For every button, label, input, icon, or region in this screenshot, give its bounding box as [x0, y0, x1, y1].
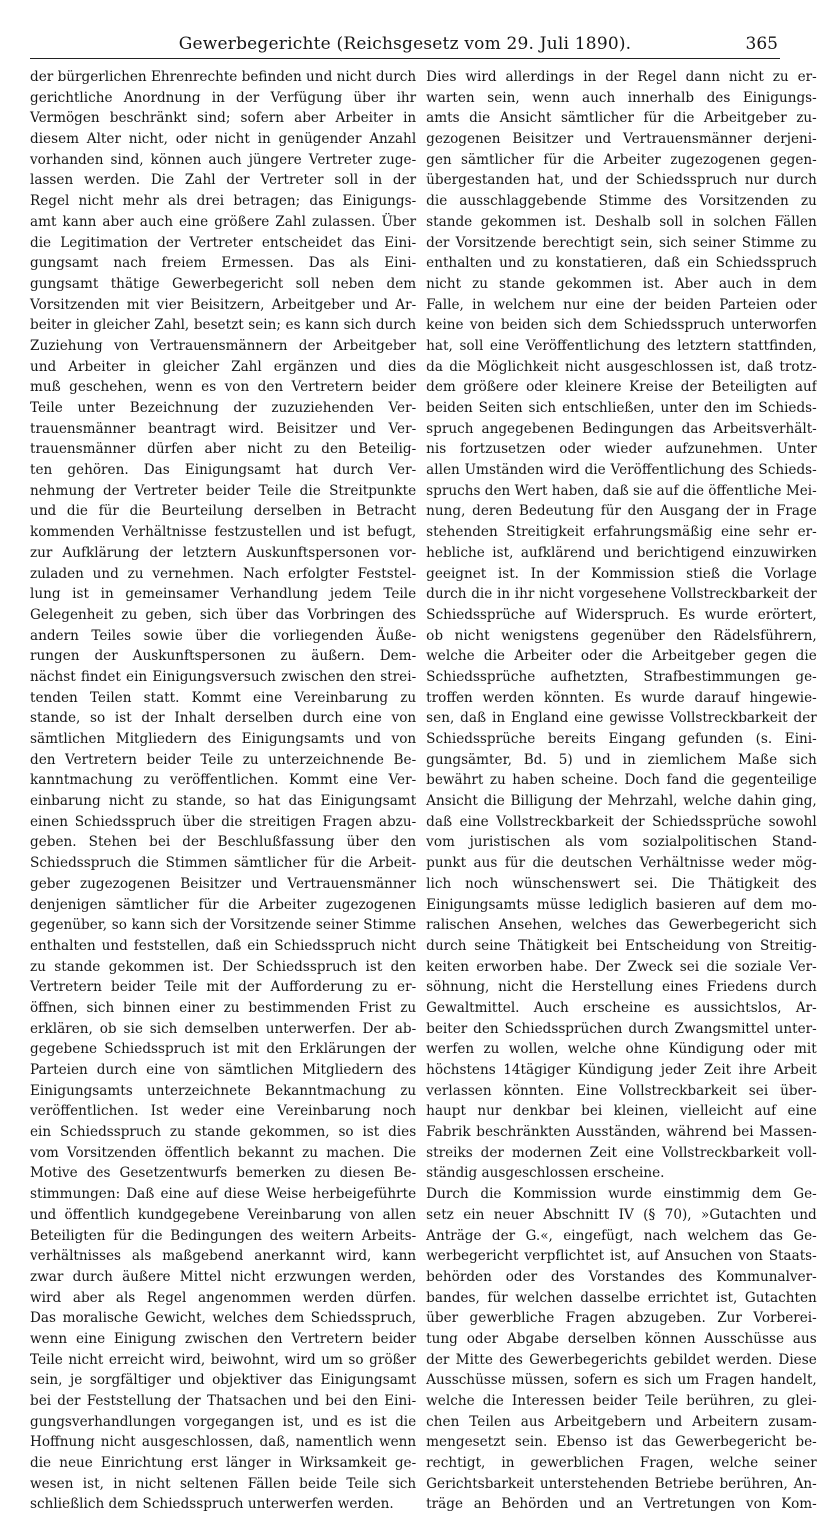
text-line: Das moralische Gewicht, welches dem Schiedsspruch,	[30, 1310, 417, 1327]
running-title: Gewerbegerichte (Reichsgesetz vom 29. Juli 1890).	[178, 34, 632, 54]
text-line: kanntmachung zu veröffentlichen. Kommt eine Ver-	[30, 772, 417, 789]
text-line: werfen zu wollen, welche ohne Kündigung oder mit	[426, 1041, 817, 1058]
text-line: Schiedssprüche auf Widerspruch. Es wurde erörtert,	[426, 606, 817, 623]
text-line: und öffentlich kundgegebene Vereinbarung von allen	[30, 1206, 417, 1223]
text-line: geber zugezogenen Beisitzer und Vertrauensmänner	[30, 875, 417, 892]
text-line: spruchs den Wert haben, daß sie auf die öffentliche Mei-	[426, 482, 817, 499]
text-line: bandes, für welchen dasselbe errichtet ist, Gutachten	[426, 1289, 817, 1306]
text-line: durch die in ihr nicht vorgesehene Vollstreckbarkeit der	[426, 586, 817, 603]
text-line: geeignet ist. In der Kommission stieß die Vorlage	[426, 565, 817, 582]
text-line: chen Teilen aus Arbeitgebern und Arbeitern zusam-	[426, 1413, 817, 1430]
text-line: die Legitimation der Vertreter entscheidet das Eini-	[30, 234, 417, 251]
text-line: beiden Seiten sich entschließen, unter den im Schieds-	[426, 400, 817, 416]
text-line: rungen der Auskunftspersonen zu äußern. Dem-	[30, 648, 417, 665]
text-line: ten gehören. Das Einigungsamt hat durch Ver-	[30, 462, 417, 479]
text-line: stande, so ist der Inhalt derselben durch eine von	[30, 710, 417, 727]
text-line: denjenigen sämtlicher für die Arbeiter zugezogenen	[30, 896, 417, 913]
text-line: Vorsitzenden mit vier Beisitzern, Arbeitgeber und Ar-	[30, 296, 417, 313]
text-line: der Mitte des Gewerbegerichts gebildet werden. Diese	[426, 1351, 817, 1368]
text-line: Zuziehung von Vertrauensmännern der Arbeitgeber	[30, 337, 417, 354]
text-line: rechtigt, in gewerblichen Fragen, welche seiner	[426, 1455, 817, 1472]
text-line: über gewerbliche Fragen abzugeben. Zur Vorberei-	[426, 1310, 817, 1327]
text-line: gungsämter, Bd. 5) und in ziemlichem Maße sich	[426, 751, 817, 768]
page-header	[30, 30, 780, 59]
left-column	[30, 67, 417, 1513]
text-line: streiks der modernen Zeit eine Vollstreckbarkeit voll-	[426, 1144, 817, 1161]
text-line: wenn eine Einigung zwischen den Vertretern beider	[30, 1330, 417, 1347]
text-line: ein Schiedsspruch zu stande gekommen, so ist dies	[30, 1124, 417, 1141]
text-line: zur Aufklärung der letztern Auskunftspersonen vor-	[30, 544, 417, 561]
text-line: dem größere oder kleinere Kreise der Beteiligten auf	[426, 379, 817, 396]
text-line: trauensmänner dürfen aber nicht zu den Beteilig-	[30, 441, 417, 458]
text-line: gungsamt thätige Gewerbegericht soll neben dem	[30, 275, 417, 292]
text-line: nächst findet ein Einigungsversuch zwischen den strei-	[30, 668, 417, 685]
text-line: bewährt zu haben scheine. Doch fand die gegenteilige	[426, 772, 817, 789]
text-line: sämtlichen Mitgliedern des Einigungsamts und von	[30, 731, 417, 747]
text-line: und die für die Beurteilung derselben in Betracht	[30, 503, 417, 520]
text-line: allen Umständen wird die Veröffentlichung des Schieds-	[426, 462, 817, 479]
text-line: warten sein, wenn auch innerhalb des Einigungs-	[426, 89, 817, 106]
text-line: Schiedssprüche aufhetzten, Strafbestimmungen ge-	[426, 668, 817, 685]
text-line: setz ein neuer Abschnitt IV (§ 70), »Gutachten und	[426, 1206, 817, 1223]
text-line: da die Möglichkeit nicht ausgeschlossen ist, daß trotz-	[426, 358, 817, 375]
text-line: tenden Teilen statt. Kommt eine Vereinbarung zu	[30, 689, 417, 706]
text-line: vom Vorsitzenden öffentlich bekannt zu machen. Die	[30, 1144, 417, 1161]
text-line: stehenden Streitigkeit erfahrungsmäßig eine sehr er-	[426, 524, 817, 541]
text-line: einen Schiedsspruch über die streitigen Fragen abzu-	[30, 813, 417, 830]
page-number: 365	[745, 34, 778, 54]
text-line: Motive des Gesetzentwurfs bemerken zu diesen Be-	[30, 1165, 417, 1182]
text-line: die ausschlaggebende Stimme des Vorsitzenden zu	[426, 193, 817, 210]
text-line: Vermögen beschränkt sind; sofern aber Arbeiter in	[30, 110, 417, 127]
text-line: Ansicht die Billigung der Mehrzahl, welche dahin ging,	[426, 793, 817, 810]
text-line: welche die Arbeiter oder die Arbeitgeber gegen die	[426, 648, 817, 665]
text-line: Durch die Kommission wurde einstimmig dem Ge-	[426, 1186, 817, 1203]
text-line: ständig ausgeschlossen erscheine.	[426, 1165, 665, 1182]
text-line: Beteiligten für die Bedingungen des weitern Arbeits-	[30, 1227, 417, 1244]
text-line: Gelegenheit zu geben, sich über das Vorbringen des	[30, 606, 417, 623]
text-line: amts die Ansicht sämtlicher für die Arbeitgeber zu-	[426, 110, 817, 127]
text-line: ralischen Ansehen, welches das Gewerbegericht sich	[426, 917, 817, 934]
text-line: keine von beiden sich dem Schiedsspruch unterworfen	[426, 317, 817, 334]
text-line: tung oder Abgabe derselben können Ausschüsse aus	[426, 1330, 817, 1347]
text-line: durch seine Thätigkeit bei Entscheidung von Streitig-	[426, 937, 817, 954]
text-line: und Arbeiter in gleicher Zahl ergänzen und dies	[30, 358, 417, 375]
text-line: nicht zu stande gekommen ist. Aber auch in dem	[426, 275, 817, 292]
text-line: öffnen, sich binnen einer zu bestimmenden Frist zu	[30, 999, 417, 1016]
text-line: Teile unter Bezeichnung der zuzuziehenden Ver-	[30, 400, 417, 416]
text-line: verlassen könnten. Eine Vollstreckbarkeit sei über-	[426, 1082, 817, 1099]
text-line: ob nicht wenigstens gegenüber den Rädelsführern,	[426, 627, 817, 644]
text-line: geben. Stehen bei der Beschlußfassung über den	[30, 834, 417, 851]
text-line: Regel nicht mehr als drei betragen; das Einigungs-	[30, 193, 417, 210]
text-line: Schiedsspruch die Stimmen sämtlicher für die Arbeit-	[30, 855, 417, 872]
text-line: einbarung nicht zu stande, so hat das Einigungsamt	[30, 793, 417, 810]
text-line: beiter in gleicher Zahl, besetzt sein; es kann sich durch	[30, 317, 417, 334]
text-line: den Vertretern beider Teile zu unterzeichnende Be-	[30, 751, 417, 768]
text-line: sein, je sorgfältiger und objektiver das Einigungsamt	[30, 1372, 417, 1389]
text-line: veröffentlichen. Ist weder eine Vereinbarung noch	[30, 1103, 417, 1120]
text-line: Anträge der G.«, eingefügt, nach welchem das Ge-	[426, 1227, 817, 1244]
text-line: Einigungsamts unterzeichnete Bekanntmachung zu	[30, 1082, 417, 1099]
text-line: Dies wird allerdings in der Regel dann nicht zu er-	[426, 69, 817, 85]
text-line: Teile nicht erreicht wird, beiwohnt, wird um so größer	[30, 1351, 417, 1368]
text-line: Vertretern beider Teile mit der Aufforderung zu er-	[30, 979, 417, 996]
text-line: mengesetzt sein. Ebenso ist das Gewerbegericht be-	[426, 1434, 817, 1451]
text-line: übergestanden hat, und der Schiedsspruch nur durch	[426, 172, 817, 189]
text-line: wesen ist, in nicht seltenen Fällen beide Teile sich	[30, 1475, 417, 1492]
text-line: bei der Feststellung der Thatsachen und bei den Eini-	[30, 1393, 417, 1409]
text-line: schließlich dem Schiedsspruch unterwerfen werden.	[30, 1496, 394, 1513]
text-line: vorhanden sind, können auch jüngere Vertreter zuge-	[30, 151, 417, 168]
text-line: gungsamt nach freiem Ermessen. Das als Eini-	[30, 255, 417, 272]
text-line: Parteien durch eine von sämtlichen Mitgliedern des	[30, 1062, 417, 1078]
text-line: lung ist in gemeinsamer Verhandlung jedem Teile	[30, 586, 417, 603]
text-line: verhältnisses als maßgebend anerkannt wird, kann	[30, 1248, 417, 1265]
text-line: hebliche ist, aufklärend und berichtigend einzuwirken	[426, 544, 817, 561]
text-line: kommenden Verhältnisse festzustellen und ist befugt,	[30, 524, 417, 541]
text-line: Schiedssprüche bereits Eingang gefunden (s. Eini-	[426, 731, 817, 747]
text-line: hat, soll eine Veröffentlichung des letztern stattfinden,	[426, 337, 817, 354]
text-line: troffen werden könnten. Es wurde darauf hingewie-	[426, 689, 817, 706]
text-line: keiten erworben habe. Der Zweck sei die soziale Ver-	[426, 958, 817, 975]
text-line: gegenüber, so kann sich der Vorsitzende seiner Stimme	[30, 917, 417, 934]
text-line: Hoffnung nicht ausgeschlossen, daß, namentlich wenn	[30, 1434, 417, 1451]
text-line: wird aber als Regel angenommen werden dürfen.	[30, 1289, 417, 1306]
text-line: welche die Interessen beider Teile berühren, zu glei-	[426, 1393, 817, 1409]
text-line: punkt aus für die deutschen Verhältnisse weder mög-	[426, 855, 817, 872]
text-line: lassen werden. Die Zahl der Vertreter soll in der	[30, 172, 417, 189]
text-line: haupt nur denkbar bei kleinen, vielleicht auf eine	[426, 1103, 817, 1120]
text-line: amt kann aber auch eine größere Zahl zulassen. Über	[30, 213, 417, 230]
text-line: gerichtliche Anordnung in der Verfügung über ihr	[30, 89, 417, 106]
text-line: nung, deren Bedeutung für den Ausgang der in Frage	[426, 503, 817, 520]
text-line: söhnung, nicht die Herstellung eines Friedens durch	[426, 979, 817, 996]
right-column	[426, 67, 817, 1513]
text-line: nis fortzusetzen oder wieder aufzunehmen. Unter	[426, 441, 817, 458]
text-line: Einigungsamts müsse lediglich basieren auf dem mo-	[426, 896, 817, 913]
text-line: Falle, in welchem nur eine der beiden Parteien oder	[426, 296, 817, 313]
text-line: träge an Behörden und an Vertretungen von Kom-	[426, 1496, 817, 1513]
text-line: Gewaltmittel. Auch erscheine es aussichtslos, Ar-	[426, 999, 817, 1016]
text-line: die neue Einrichtung erst länger in Wirksamkeit ge-	[30, 1455, 417, 1472]
text-line: erklären, ob sie sich demselben unterwerfen. Der ab-	[30, 1020, 417, 1037]
text-line: werbegericht verpflichtet ist, auf Ansuchen von Staats-	[426, 1248, 817, 1265]
text-line: Gerichtsbarkeit unterstehenden Betriebe berühren, An-	[426, 1475, 817, 1492]
text-line: gezogenen Beisitzer und Vertrauensmänner derjeni-	[426, 131, 817, 148]
text-line: daß eine Vollstreckbarkeit der Schiedssprüche sowohl	[426, 813, 817, 830]
text-line: trauensmänner beantragt wird. Beisitzer und Ver-	[30, 420, 417, 437]
text-line: gegebene Schiedsspruch ist mit den Erklärungen der	[30, 1041, 417, 1058]
text-line: gen sämtlicher für die Arbeiter zugezogenen gegen-	[426, 151, 817, 168]
text-line: enthalten und zu konstatieren, daß ein Schiedsspruch	[426, 255, 817, 272]
text-line: lich noch wünschenswert sei. Die Thätigkeit des	[426, 875, 817, 892]
text-line: der Vorsitzende berechtigt sein, sich seiner Stimme zu	[426, 234, 817, 251]
text-line: andern Teiles sowie über die vorliegenden Äuße-	[30, 627, 417, 644]
text-line: zuladen und zu vernehmen. Nach erfolgter Feststel-	[30, 565, 417, 582]
text-line: stande gekommen ist. Deshalb soll in solchen Fällen	[426, 213, 817, 230]
text-line: Fabrik beschränkten Ausständen, während bei Massen-	[426, 1124, 817, 1141]
text-line: vom juristischen als vom sozialpolitischen Stand-	[426, 834, 817, 851]
text-line: muß geschehen, wenn es von den Vertretern beider	[30, 379, 417, 396]
text-line: stimmungen: Daß eine auf diese Weise herbeigeführte	[30, 1186, 417, 1203]
text-line: behörden oder des Vorstandes des Kommunalver-	[426, 1268, 817, 1285]
text-line: der bürgerlichen Ehrenrechte befinden und nicht durch	[30, 69, 417, 85]
text-line: höchstens 14tägiger Kündigung jeder Zeit ihre Arbeit	[426, 1062, 817, 1078]
text-line: nehmung der Vertreter beider Teile die Streitpunkte	[30, 482, 417, 499]
text-line: Ausschüsse müssen, sofern es sich um Fragen handelt,	[426, 1372, 817, 1389]
text-line: diesem Alter nicht, oder nicht in genügender Anzahl	[30, 131, 417, 148]
text-columns	[30, 67, 817, 1513]
text-line: zu stande gekommen ist. Der Schiedsspruch ist den	[30, 958, 417, 975]
text-line: spruch angegebenen Bedingungen das Arbeitsverhält-	[426, 420, 817, 437]
text-line: beiter den Schiedssprüchen durch Zwangsmittel unter-	[426, 1020, 817, 1037]
text-line: sen, daß in England eine gewisse Vollstreckbarkeit der	[426, 710, 817, 727]
text-line: enthalten und feststellen, daß ein Schiedsspruch nicht	[30, 937, 417, 954]
text-line: gungsverhandlungen vorgegangen ist, und es ist die	[30, 1413, 417, 1430]
text-line: zwar durch äußere Mittel nicht erzwungen werden,	[30, 1268, 417, 1285]
